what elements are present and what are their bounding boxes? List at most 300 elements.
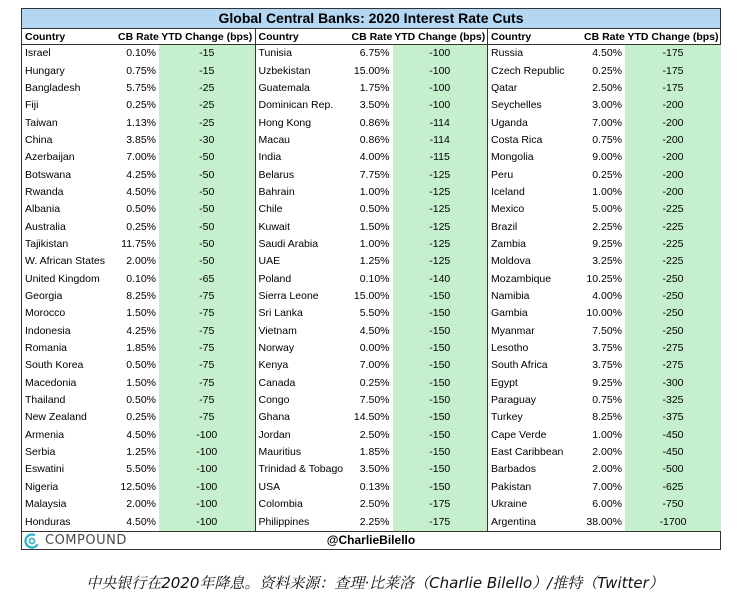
- table-row: [488, 427, 721, 444]
- table-row: [22, 166, 255, 183]
- change-cell: -50: [159, 166, 255, 183]
- table-row: [22, 253, 255, 270]
- table-row: [22, 340, 255, 357]
- change-cell: -140: [393, 270, 488, 287]
- rate-cell: 0.25%: [592, 64, 622, 77]
- rate-cell: 2.50%: [359, 428, 390, 441]
- country-cell: Thailand: [25, 394, 66, 407]
- country-cell: Canada: [258, 376, 296, 389]
- rate-cell: 1.25%: [359, 255, 390, 268]
- table-row: [488, 184, 721, 201]
- rate-cell: 6.00%: [592, 498, 622, 511]
- rate-cuts-table-frame: [21, 8, 721, 550]
- rate-cell: 0.10%: [126, 272, 156, 285]
- change-cell: -225: [625, 253, 721, 270]
- change-cell: -450: [625, 427, 721, 444]
- rate-cell: 1.85%: [359, 446, 390, 459]
- country-cell: Ghana: [258, 411, 291, 424]
- rate-cell: 2.00%: [592, 446, 622, 459]
- table-row: [256, 479, 488, 496]
- table-row: [488, 218, 721, 235]
- rate-cell: 0.25%: [592, 168, 622, 181]
- change-cell: -275: [625, 340, 721, 357]
- country-cell: Uzbekistan: [258, 64, 311, 77]
- country-cell: Honduras: [25, 515, 71, 528]
- country-cell: Cape Verde: [491, 428, 547, 441]
- country-cell: Tajikistan: [25, 237, 69, 250]
- table-row: [488, 496, 721, 513]
- rate-cell: 0.00%: [359, 342, 390, 355]
- country-cell: Gambia: [491, 307, 528, 320]
- table-row: [22, 461, 255, 478]
- country-cell: Colombia: [258, 498, 303, 511]
- table-row: [22, 218, 255, 235]
- change-cell: -200: [625, 166, 721, 183]
- country-cell: Costa Rica: [491, 133, 543, 146]
- change-cell: -150: [393, 375, 488, 392]
- table-row: [488, 166, 721, 183]
- table-row: [22, 375, 255, 392]
- rate-cell: 3.50%: [359, 99, 390, 112]
- table-row: [256, 409, 488, 426]
- rate-cell: 0.50%: [126, 394, 156, 407]
- change-cell: -25: [159, 80, 255, 97]
- change-cell: -1700: [625, 513, 721, 531]
- country-cell: United Kingdom: [25, 272, 100, 285]
- country-cell: Saudi Arabia: [258, 237, 319, 250]
- table-row: [488, 97, 721, 114]
- country-cell: Serbia: [25, 446, 56, 459]
- change-cell: -250: [625, 270, 721, 287]
- country-table-3: [488, 29, 721, 531]
- table-row: [256, 184, 488, 201]
- country-cell: Fiji: [25, 99, 39, 112]
- change-cell: -175: [393, 496, 488, 513]
- rate-cell: 7.75%: [359, 168, 390, 181]
- change-cell: -300: [625, 375, 721, 392]
- change-cell: -150: [393, 479, 488, 496]
- rate-cell: 9.00%: [592, 151, 622, 164]
- table-row: [256, 427, 488, 444]
- table-row: [22, 236, 255, 253]
- change-cell: -100: [159, 479, 255, 496]
- table-row: [488, 340, 721, 357]
- country-cell: Ukraine: [491, 498, 528, 511]
- rate-cell: 5.00%: [592, 203, 622, 216]
- change-cell: -30: [159, 132, 255, 149]
- table-row: [488, 114, 721, 131]
- country-cell: Uganda: [491, 116, 528, 129]
- country-cell: China: [25, 133, 53, 146]
- rate-cell: 4.50%: [126, 185, 156, 198]
- table-row: [256, 62, 488, 79]
- table-row: [488, 253, 721, 270]
- table-row: [488, 45, 721, 63]
- country-cell: Myanmar: [491, 324, 535, 337]
- rate-cell: 2.50%: [592, 81, 622, 94]
- table-row: [22, 427, 255, 444]
- rate-cell: 1.00%: [359, 185, 390, 198]
- table-row: [256, 513, 488, 531]
- header-change: YTD Change (bps): [393, 29, 488, 45]
- table-row: [256, 218, 488, 235]
- change-cell: -225: [625, 201, 721, 218]
- rate-cell: 0.50%: [359, 203, 390, 216]
- country-cell: Hong Kong: [258, 116, 312, 129]
- rate-cell: 2.25%: [592, 220, 622, 233]
- change-cell: -50: [159, 184, 255, 201]
- table-row: [256, 392, 488, 409]
- table-row: [22, 357, 255, 374]
- country-cell: UAE: [258, 255, 281, 268]
- change-cell: -450: [625, 444, 721, 461]
- change-cell: -750: [625, 496, 721, 513]
- rate-cell: 11.75%: [121, 237, 156, 250]
- country-cell: Mozambique: [491, 272, 552, 285]
- logo-text: COMPOUND: [45, 533, 127, 548]
- header-row: [488, 29, 721, 45]
- rate-cell: 8.25%: [126, 290, 156, 302]
- country-cell: Moldova: [491, 255, 531, 268]
- change-cell: -15: [159, 62, 255, 79]
- country-cell: Vietnam: [258, 324, 297, 337]
- rate-cell: 1.50%: [126, 307, 156, 320]
- rate-cell: 4.25%: [126, 324, 156, 337]
- table-row: [488, 409, 721, 426]
- table-row: [22, 409, 255, 426]
- country-cell: Brazil: [491, 220, 518, 233]
- table-row: [22, 513, 255, 531]
- country-cell: Eswatini: [25, 463, 65, 476]
- rate-cell: 5.50%: [126, 463, 156, 476]
- table-row: [488, 149, 721, 166]
- change-cell: -200: [625, 132, 721, 149]
- country-cell: Sierra Leone: [258, 290, 319, 302]
- rate-cell: 1.75%: [359, 81, 390, 94]
- country-cell: Macedonia: [25, 376, 77, 389]
- change-cell: -15: [159, 45, 255, 63]
- table-row: [256, 323, 488, 340]
- rate-cell: 1.25%: [126, 446, 156, 459]
- rate-cell: 4.50%: [359, 324, 390, 337]
- change-cell: -150: [393, 444, 488, 461]
- header-country: Country: [22, 29, 118, 45]
- rate-cell: 0.50%: [126, 203, 156, 216]
- country-cell: Chile: [258, 203, 283, 216]
- change-cell: -100: [393, 80, 488, 97]
- header-change: YTD Change (bps): [625, 29, 721, 45]
- header-rate: CB Rate: [351, 30, 393, 43]
- table-footer: [22, 531, 720, 549]
- rate-cell: 14.50%: [353, 411, 390, 424]
- change-cell: -100: [393, 97, 488, 114]
- change-cell: -150: [393, 288, 488, 305]
- rate-cell: 3.75%: [592, 359, 622, 372]
- table-row: [488, 201, 721, 218]
- header-row: [256, 29, 488, 45]
- rate-cell: 2.00%: [126, 255, 156, 268]
- rate-cell: 38.00%: [586, 515, 622, 528]
- country-cell: Morocco: [25, 307, 66, 320]
- change-cell: -225: [625, 236, 721, 253]
- rate-cell: 0.75%: [592, 133, 622, 146]
- table-row: [256, 340, 488, 357]
- table-row: [22, 184, 255, 201]
- change-cell: -65: [159, 270, 255, 287]
- table-row: [22, 201, 255, 218]
- country-cell: Botswana: [25, 168, 72, 181]
- header-row: [22, 29, 255, 45]
- change-cell: -225: [625, 218, 721, 235]
- rate-cell: 6.75%: [359, 47, 390, 60]
- rate-cell: 10.25%: [586, 272, 622, 285]
- rate-cell: 7.00%: [592, 480, 622, 493]
- country-cell: Zambia: [491, 237, 527, 250]
- country-cell: Dominican Rep.: [258, 99, 334, 112]
- change-cell: -25: [159, 97, 255, 114]
- rate-cell: 7.00%: [126, 151, 156, 164]
- table-row: [488, 132, 721, 149]
- table-row: [22, 114, 255, 131]
- table-row: [256, 461, 488, 478]
- country-cell: Mexico: [491, 203, 525, 216]
- table-row: [256, 305, 488, 322]
- rate-cell: 1.50%: [126, 376, 156, 389]
- table-row: [22, 62, 255, 79]
- table-row: [488, 444, 721, 461]
- change-cell: -75: [159, 323, 255, 340]
- country-cell: Jordan: [258, 428, 291, 441]
- table-row: [488, 375, 721, 392]
- change-cell: -375: [625, 409, 721, 426]
- country-cell: Czech Republic: [491, 64, 565, 77]
- rate-cell: 0.25%: [126, 220, 156, 233]
- country-cell: Malaysia: [25, 498, 67, 511]
- rate-cell: 3.00%: [592, 99, 622, 112]
- table-row: [256, 236, 488, 253]
- change-cell: -75: [159, 357, 255, 374]
- header-country: Country: [256, 29, 352, 45]
- change-cell: -114: [393, 114, 488, 131]
- table-row: [22, 479, 255, 496]
- country-cell: Taiwan: [25, 116, 58, 129]
- change-cell: -150: [393, 323, 488, 340]
- rate-cell: 3.85%: [126, 133, 156, 146]
- change-cell: -125: [393, 218, 488, 235]
- change-cell: -150: [393, 305, 488, 322]
- twitter-handle: @CharlieBilello: [326, 533, 416, 547]
- table-row: [22, 496, 255, 513]
- table-row: [256, 270, 488, 287]
- rate-cell: 2.50%: [359, 498, 390, 511]
- country-cell: Lesotho: [491, 342, 529, 355]
- country-table-1: [22, 29, 256, 531]
- country-cell: Georgia: [25, 290, 63, 302]
- rate-cell: 7.00%: [359, 359, 390, 372]
- country-cell: Seychelles: [491, 99, 542, 112]
- header-country: Country: [488, 29, 584, 45]
- country-cell: Bahrain: [258, 185, 295, 198]
- rate-cell: 4.50%: [592, 47, 622, 60]
- image-caption: 中央银行在2020年降息。资料来源：查理·比莱洛（Charlie Bilello）/推特（Twitter）: [86, 574, 664, 592]
- table-row: [256, 166, 488, 183]
- change-cell: -175: [625, 62, 721, 79]
- rate-cell: 3.50%: [359, 463, 390, 476]
- country-cell: Tunisia: [258, 47, 292, 60]
- rate-cell: 12.50%: [120, 480, 156, 493]
- rate-cell: 0.25%: [126, 411, 156, 424]
- rate-cell: 0.25%: [126, 99, 156, 112]
- table-row: [22, 97, 255, 114]
- change-cell: -150: [393, 392, 488, 409]
- change-cell: -114: [393, 132, 488, 149]
- table-row: [256, 288, 488, 305]
- table-row: [256, 132, 488, 149]
- rate-cell: 1.00%: [359, 237, 390, 250]
- change-cell: -125: [393, 184, 488, 201]
- country-cell: Romania: [25, 342, 68, 355]
- table-row: [256, 375, 488, 392]
- header-change: YTD Change (bps): [159, 29, 255, 45]
- country-cell: Barbados: [491, 463, 536, 476]
- rate-cell: 5.50%: [359, 307, 390, 320]
- table-row: [22, 80, 255, 97]
- header-rate: CB Rate: [118, 30, 159, 43]
- change-cell: -200: [625, 114, 721, 131]
- rate-cell: 0.25%: [359, 376, 390, 389]
- rate-cell: 9.25%: [592, 237, 622, 250]
- country-cell: Egypt: [491, 376, 518, 389]
- table-row: [256, 45, 488, 63]
- rate-cell: 8.25%: [592, 411, 622, 424]
- table-row: [488, 62, 721, 79]
- country-cell: Indonesia: [25, 324, 71, 337]
- change-cell: -150: [393, 409, 488, 426]
- country-cell: Kenya: [258, 359, 289, 372]
- table-row: [22, 149, 255, 166]
- change-cell: -50: [159, 218, 255, 235]
- table-row: [22, 132, 255, 149]
- table-row: [256, 114, 488, 131]
- table-row: [22, 288, 255, 305]
- change-cell: -150: [393, 427, 488, 444]
- table-row: [256, 97, 488, 114]
- rate-cell: 0.13%: [359, 480, 390, 493]
- rate-cell: 0.10%: [126, 47, 156, 60]
- change-cell: -100: [159, 427, 255, 444]
- country-cell: W. African States: [25, 255, 105, 268]
- table-row: [488, 305, 721, 322]
- table-row: [488, 513, 721, 531]
- change-cell: -100: [393, 45, 488, 63]
- table-row: [256, 201, 488, 218]
- country-cell: Sri Lanka: [258, 307, 303, 320]
- table-row: [256, 444, 488, 461]
- table-row: [256, 357, 488, 374]
- table-row: [488, 357, 721, 374]
- rate-cell: 7.50%: [359, 394, 390, 407]
- country-cell: Kuwait: [258, 220, 291, 233]
- rate-cell: 4.25%: [126, 168, 156, 181]
- table-row: [488, 323, 721, 340]
- table-row: [22, 323, 255, 340]
- rate-cell: 0.86%: [359, 116, 390, 129]
- country-cell: Belarus: [258, 168, 295, 181]
- tables-container: [22, 29, 720, 531]
- change-cell: -175: [625, 80, 721, 97]
- rate-cell: 2.00%: [126, 498, 156, 511]
- change-cell: -625: [625, 479, 721, 496]
- table-row: [488, 479, 721, 496]
- change-cell: -200: [625, 97, 721, 114]
- country-cell: Mongolia: [491, 151, 534, 164]
- change-cell: -200: [625, 149, 721, 166]
- table-row: [22, 305, 255, 322]
- country-cell: Australia: [25, 220, 66, 233]
- change-cell: -100: [393, 62, 488, 79]
- country-cell: Russia: [491, 47, 524, 60]
- change-cell: -50: [159, 201, 255, 218]
- country-cell: Israel: [25, 47, 51, 60]
- country-cell: South Korea: [25, 359, 84, 372]
- rate-cell: 4.50%: [126, 515, 156, 528]
- change-cell: -275: [625, 357, 721, 374]
- rate-cell: 5.75%: [126, 81, 156, 94]
- table-row: [488, 288, 721, 305]
- rate-cell: 1.00%: [592, 428, 622, 441]
- rate-cell: 15.00%: [353, 290, 390, 302]
- country-cell: Norway: [258, 342, 295, 355]
- country-cell: Turkey: [491, 411, 523, 424]
- change-cell: -125: [393, 253, 488, 270]
- table-row: [256, 80, 488, 97]
- table-row: [488, 461, 721, 478]
- rate-cell: 1.50%: [359, 220, 390, 233]
- table-row: [488, 80, 721, 97]
- country-cell: Qatar: [491, 81, 518, 94]
- country-cell: East Caribbean: [491, 446, 564, 459]
- country-cell: Guatemala: [258, 81, 310, 94]
- rate-cell: 1.00%: [592, 185, 622, 198]
- table-row: [488, 236, 721, 253]
- change-cell: -50: [159, 253, 255, 270]
- rate-cell: 3.75%: [592, 342, 622, 355]
- change-cell: -115: [393, 149, 488, 166]
- rate-cell: 4.00%: [359, 151, 390, 164]
- rate-cell: 1.13%: [126, 116, 156, 129]
- country-cell: Armenia: [25, 428, 65, 441]
- country-table-2: [256, 29, 489, 531]
- change-cell: -500: [625, 461, 721, 478]
- table-row: [488, 270, 721, 287]
- change-cell: -100: [159, 513, 255, 531]
- country-cell: India: [258, 151, 282, 164]
- rate-cell: 7.50%: [592, 324, 622, 337]
- change-cell: -325: [625, 392, 721, 409]
- change-cell: -100: [159, 496, 255, 513]
- change-cell: -75: [159, 340, 255, 357]
- country-cell: Peru: [491, 168, 514, 181]
- country-cell: Rwanda: [25, 185, 64, 198]
- table-row: [22, 392, 255, 409]
- rate-cell: 0.75%: [592, 394, 622, 407]
- country-cell: South Africa: [491, 359, 548, 372]
- rate-cell: 7.00%: [592, 116, 622, 129]
- change-cell: -200: [625, 184, 721, 201]
- change-cell: -75: [159, 409, 255, 426]
- rate-cell: 10.00%: [586, 307, 622, 320]
- change-cell: -150: [393, 461, 488, 478]
